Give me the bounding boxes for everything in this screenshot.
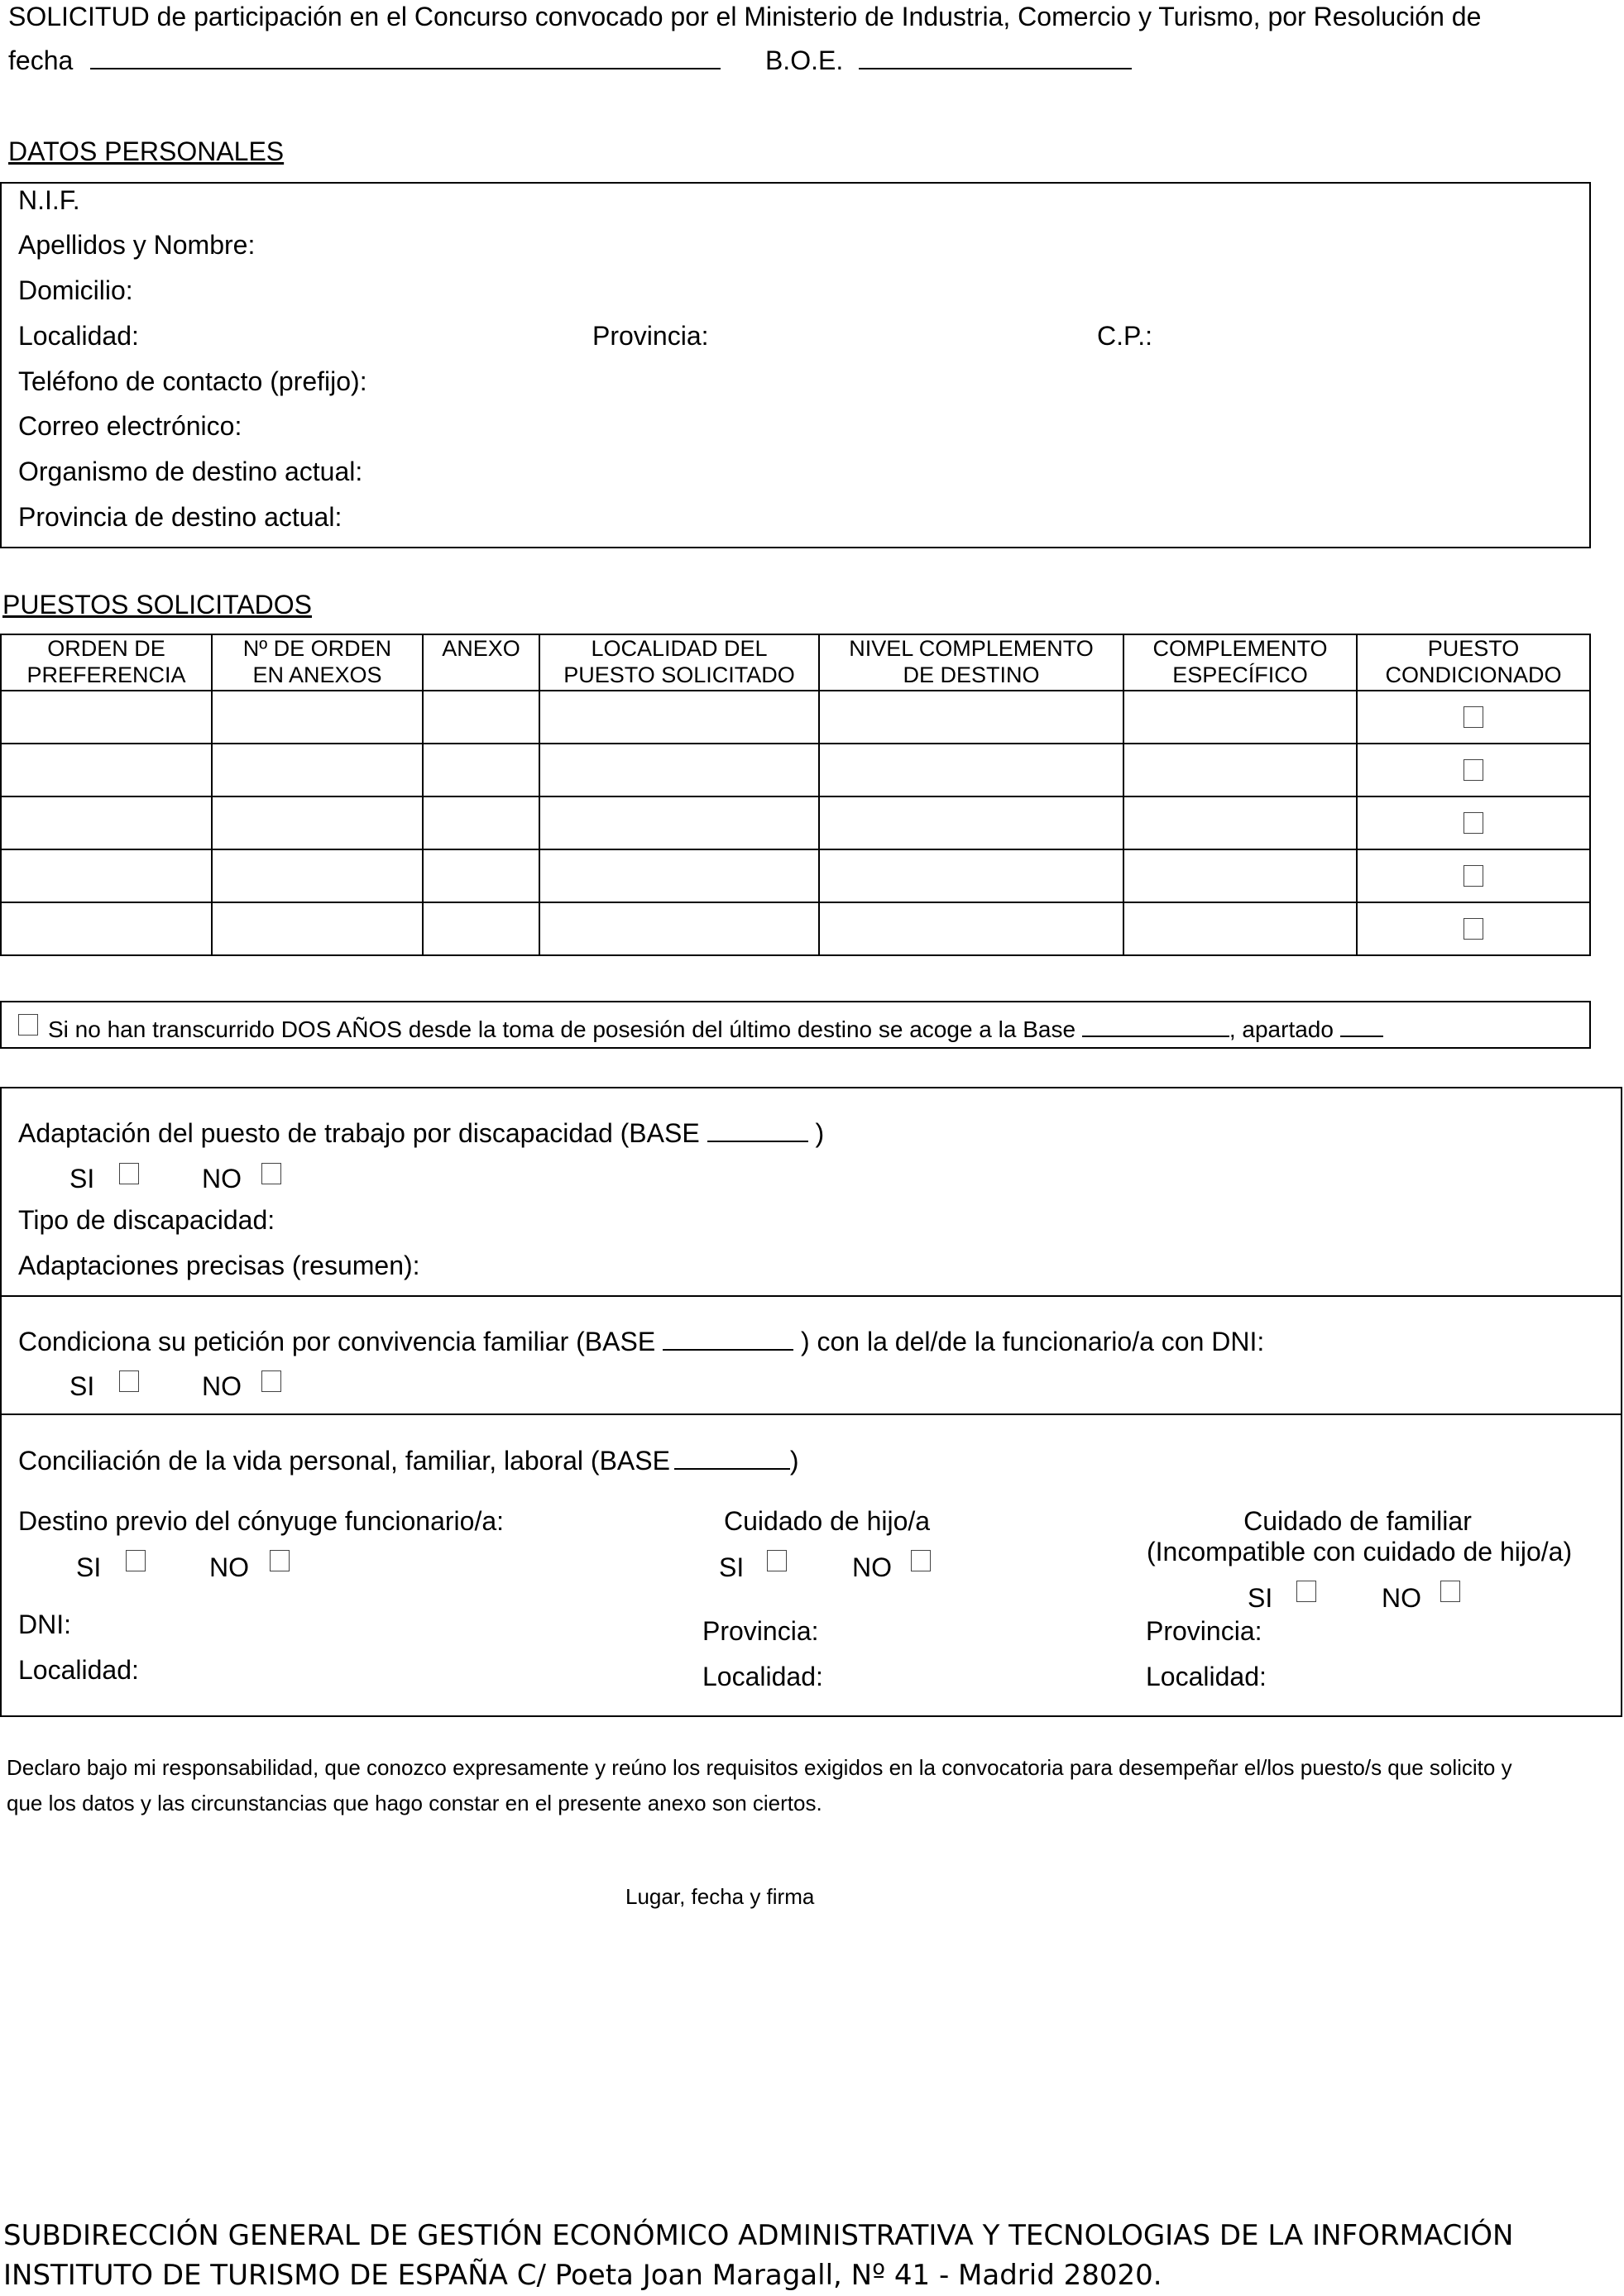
col-label: Nº DE ORDEN EN ANEXOS — [242, 636, 392, 687]
conciliacion-title-text: Conciliación de la vida personal, familiar, laboral (BASE — [18, 1446, 670, 1476]
cell-condicionado — [1357, 744, 1590, 796]
adaptacion-title-close: ) — [815, 1118, 825, 1148]
table-header-row — [1, 634, 1590, 691]
conyuge-no-label: NO — [209, 1552, 249, 1582]
divider — [0, 1413, 1622, 1415]
cuidado-familiar-title: Cuidado de familiar — [1243, 1506, 1472, 1536]
apartado-field[interactable] — [1340, 1017, 1383, 1037]
convivencia-no-label: NO — [202, 1371, 242, 1401]
header-line2 — [8, 45, 1132, 75]
conciliacion-title-close: ) — [789, 1446, 799, 1476]
cell-nivel[interactable] — [819, 796, 1123, 849]
correo-label: Correo electrónico: — [18, 411, 242, 441]
cp-label: C.P.: — [1097, 321, 1152, 351]
condicionado-checkbox[interactable] — [1464, 706, 1483, 728]
cell-orden[interactable] — [1, 744, 212, 796]
convivencia-title-text: Condiciona su petición por convivencia familiar (BASE — [18, 1327, 656, 1356]
cell-localidad[interactable] — [539, 849, 819, 902]
convivencia-title — [18, 1327, 1264, 1356]
cell-orden[interactable] — [1, 849, 212, 902]
col-label: COMPLEMENTO ESPECÍFICO — [1152, 636, 1328, 687]
cell-complemento[interactable] — [1123, 691, 1357, 744]
cell-complemento[interactable] — [1123, 744, 1357, 796]
cell-localidad[interactable] — [539, 902, 819, 955]
cell-nivel[interactable] — [819, 902, 1123, 955]
col-puesto-condicionado — [1357, 634, 1590, 691]
dos-anos-text: Si no han transcurrido DOS AÑOS desde la toma de posesión del último destino se acoge a la Base — [48, 1016, 1076, 1042]
cell-orden[interactable] — [1, 902, 212, 955]
table-row — [1, 849, 1590, 902]
conyuge-localidad-label: Localidad: — [18, 1655, 139, 1685]
domicilio-label: Domicilio: — [18, 275, 133, 305]
header-line1: SOLICITUD de participación en el Concurso convocado por el Ministerio de Industria, Comercio y Turismo, por Resolución de — [8, 2, 1482, 31]
cell-condicionado — [1357, 691, 1590, 744]
conyuge-si-label: SI — [76, 1552, 102, 1582]
cell-localidad[interactable] — [539, 744, 819, 796]
apellidos-nombre-label: Apellidos y Nombre: — [18, 230, 256, 260]
table-row — [1, 796, 1590, 849]
adaptacion-title — [18, 1118, 824, 1148]
col-complemento-especifico — [1123, 634, 1357, 691]
adaptacion-title-text: Adaptación del puesto de trabajo por discapacidad (BASE — [18, 1118, 700, 1148]
cell-condicionado — [1357, 902, 1590, 955]
boe-label: B.O.E. — [764, 45, 844, 75]
cell-complemento[interactable] — [1123, 849, 1357, 902]
col-label: PUESTO CONDICIONADO — [1385, 636, 1562, 687]
familiar-no-label: NO — [1382, 1583, 1421, 1613]
condicionado-checkbox[interactable] — [1464, 918, 1483, 940]
col-label: NIVEL COMPLEMENTO DE DESTINO — [849, 636, 1094, 687]
conciliacion-base-field[interactable] — [674, 1448, 790, 1470]
convivencia-title-tail: ) con la del/de la funcionario/a con DNI: — [800, 1327, 1265, 1356]
puestos-table — [0, 634, 1591, 956]
hijo-no-label: NO — [852, 1552, 892, 1582]
provincia-label: Provincia: — [592, 321, 709, 351]
col-anexo — [423, 634, 539, 691]
footer-line1: SUBDIRECCIÓN GENERAL DE GESTIÓN ECONÓMICO ADMINISTRATIVA Y TECNOLOGIAS DE LA INFORMACIÓN — [3, 2219, 1514, 2252]
familiar-si-checkbox[interactable] — [1296, 1581, 1316, 1602]
declaracion-line1: Declaro bajo mi responsabilidad, que conozco expresamente y reúno los requisitos exigidos en la convocatoria para desempeñar el/los puesto/s que solicito y — [7, 1755, 1512, 1780]
conyuge-title: Destino previo del cónyuge funcionario/a: — [18, 1506, 505, 1536]
cell-nivel[interactable] — [819, 691, 1123, 744]
familiar-no-checkbox[interactable] — [1440, 1581, 1460, 1602]
fecha-field[interactable] — [90, 48, 721, 69]
hijo-si-checkbox[interactable] — [767, 1550, 787, 1571]
conyuge-no-checkbox[interactable] — [270, 1550, 290, 1571]
organismo-label: Organismo de destino actual: — [18, 457, 363, 486]
col-label: ORDEN DE PREFERENCIA — [26, 636, 186, 687]
provincia-destino-label: Provincia de destino actual: — [18, 502, 343, 532]
cell-condicionado — [1357, 796, 1590, 849]
cell-anexo[interactable] — [423, 691, 539, 744]
col-nivel-complemento — [819, 634, 1123, 691]
boe-field[interactable] — [859, 48, 1132, 69]
adaptacion-no-label: NO — [202, 1164, 242, 1193]
section-title-puestos: PUESTOS SOLICITADOS — [2, 590, 313, 619]
cell-orden[interactable] — [1, 796, 212, 849]
dos-anos-line — [48, 1016, 1383, 1043]
col-numero-orden — [212, 634, 423, 691]
divider — [0, 1295, 1622, 1297]
fecha-label: fecha — [8, 45, 74, 75]
col-label: LOCALIDAD DEL PUESTO SOLICITADO — [563, 636, 795, 687]
col-localidad-puesto — [539, 634, 819, 691]
adaptacion-si-label: SI — [69, 1164, 95, 1193]
cell-numero[interactable] — [212, 691, 423, 744]
cell-numero[interactable] — [212, 849, 423, 902]
convivencia-si-label: SI — [69, 1371, 95, 1401]
col-orden-preferencia — [1, 634, 212, 691]
cell-numero[interactable] — [212, 796, 423, 849]
cell-numero[interactable] — [212, 902, 423, 955]
adaptacion-base-field[interactable] — [707, 1121, 808, 1142]
convivencia-no-checkbox[interactable] — [261, 1370, 281, 1392]
conciliacion-title — [18, 1446, 799, 1476]
hijo-provincia-label: Provincia: — [702, 1616, 819, 1646]
convivencia-base-field[interactable] — [663, 1329, 793, 1351]
hijo-localidad-label: Localidad: — [702, 1662, 823, 1691]
cell-orden[interactable] — [1, 691, 212, 744]
cell-nivel[interactable] — [819, 744, 1123, 796]
table-row — [1, 744, 1590, 796]
col-label: ANEXO — [442, 636, 520, 661]
cell-anexo[interactable] — [423, 849, 539, 902]
cell-localidad[interactable] — [539, 691, 819, 744]
adaptaciones-label: Adaptaciones precisas (resumen): — [18, 1251, 420, 1280]
declaracion-line2: que los datos y las circunstancias que hago constar en el presente anexo son ciertos. — [7, 1791, 822, 1815]
cell-localidad[interactable] — [539, 796, 819, 849]
tipo-discapacidad-label: Tipo de discapacidad: — [18, 1205, 275, 1235]
base-field[interactable] — [1082, 1017, 1229, 1037]
section-title-datos-personales: DATOS PERSONALES — [8, 136, 285, 166]
apartado-label: , apartado — [1229, 1016, 1334, 1042]
adaptacion-si-checkbox[interactable] — [119, 1163, 139, 1184]
table-row — [1, 902, 1590, 955]
cell-complemento[interactable] — [1123, 796, 1357, 849]
dos-anos-checkbox[interactable] — [18, 1014, 38, 1036]
footer-line2: INSTITUTO DE TURISMO DE ESPAÑA C/ Poeta Joan Maragall, Nº 41 - Madrid 28020. — [3, 2259, 1162, 2292]
cell-anexo[interactable] — [423, 796, 539, 849]
convivencia-si-checkbox[interactable] — [119, 1370, 139, 1392]
condicionado-checkbox[interactable] — [1464, 865, 1483, 887]
conyuge-dni-label: DNI: — [18, 1610, 71, 1639]
familiar-provincia-label: Provincia: — [1146, 1616, 1262, 1646]
telefono-label: Teléfono de contacto (prefijo): — [18, 366, 367, 396]
cuidado-hijo-title: Cuidado de hijo/a — [724, 1506, 931, 1536]
cuidado-familiar-subtitle: (Incompatible con cuidado de hijo/a) — [1147, 1537, 1573, 1567]
cell-numero[interactable] — [212, 744, 423, 796]
nif-label: N.I.F. — [18, 185, 80, 215]
cell-anexo[interactable] — [423, 902, 539, 955]
familiar-si-label: SI — [1248, 1583, 1273, 1613]
table-row — [1, 691, 1590, 744]
cell-complemento[interactable] — [1123, 902, 1357, 955]
condicionado-checkbox[interactable] — [1464, 759, 1483, 781]
localidad-label: Localidad: — [18, 321, 139, 351]
hijo-no-checkbox[interactable] — [911, 1550, 931, 1571]
condicionado-checkbox[interactable] — [1464, 812, 1483, 834]
hijo-si-label: SI — [719, 1552, 745, 1582]
lugar-fecha-firma: Lugar, fecha y firma — [625, 1884, 815, 1909]
conyuge-si-checkbox[interactable] — [126, 1550, 146, 1571]
adaptacion-no-checkbox[interactable] — [261, 1163, 281, 1184]
familiar-localidad-label: Localidad: — [1146, 1662, 1267, 1691]
cell-anexo[interactable] — [423, 744, 539, 796]
cell-nivel[interactable] — [819, 849, 1123, 902]
cell-condicionado — [1357, 849, 1590, 902]
